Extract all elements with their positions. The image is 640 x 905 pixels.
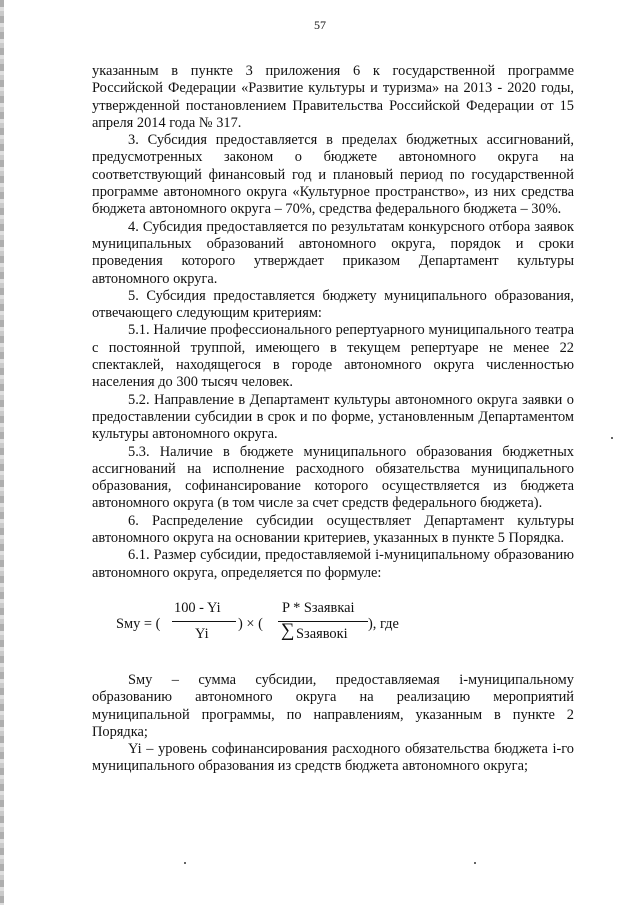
- formula-lhs: Sму = (: [116, 615, 161, 632]
- formula-denominator-1: Yi: [195, 625, 209, 642]
- formula-middle: ) × (: [238, 615, 263, 632]
- paragraph-item-4: 4. Субсидия предоставляется по результатам конкурсного отбора заявок муниципальных образований автономного округа, порядок и сроки проведения которого утверждает приказом Департамент культуры автономного округа.: [92, 218, 574, 287]
- paragraph-item-5: 5. Субсидия предоставляется бюджету муниципального образования, отвечающего следующим критериям:: [92, 287, 574, 322]
- sum-icon: ∑: [281, 619, 295, 641]
- scan-speck: [611, 437, 613, 439]
- fraction-bar-1: [172, 621, 236, 622]
- paragraph-item-5-1: 5.1. Наличие профессионального репертуарного муниципального театра с постоянной труппой, имеющего в текущем репертуаре не менее 22 спектаклей, находящегося в городе автономного округа численностью населения до 300 тысяч человек.: [92, 322, 574, 391]
- formula-tail: ), где: [368, 615, 399, 632]
- formula-numerator-1: 100 - Yi: [174, 599, 221, 616]
- subsidy-formula: [92, 590, 574, 660]
- scan-speck: [474, 862, 476, 864]
- paragraph-item-6: 6. Распределение субсидии осуществляет Департамент культуры автономного округа на основании критериев, указанных в пункте 5 Порядка.: [92, 512, 574, 547]
- paragraph-item-3: 3. Субсидия предоставляется в пределах бюджетных ассигнований, предусмотренных законом о бюджете автономного округа на соответствующий финансовый год и плановый период по государственной программе автономного округа «Культурное пространство», из них средства бюджета автономного округа – 70%, средства федерального бюджета – 30%.: [92, 132, 574, 218]
- paragraph-item-6-1: 6.1. Размер субсидии, предоставляемой i-муниципальному образованию автономного округа, определяется по формуле:: [92, 547, 574, 581]
- formula-numerator-2: P * Sзаявкаi: [282, 599, 355, 616]
- definition-smu: Sму – сумма субсидии, предоставляемая i-муниципальному образованию автономного округа на реализацию мероприятий муниципальной программы, по направлениям, указанным в пункте 2 Порядка;: [92, 671, 574, 740]
- paragraph-item-5-2: 5.2. Направление в Департамент культуры автономного округа заявки о предоставлении субсидии в срок и по форме, установленным Департаментом культуры автономного округа.: [92, 391, 574, 443]
- scan-speck: [184, 862, 186, 864]
- definition-yi: Yi – уровень софинансирования расходного обязательства бюджета i-го муниципального образования из средств бюджета автономного округа;: [92, 741, 574, 775]
- document-body: [92, 63, 574, 776]
- page-number: 57: [314, 18, 326, 32]
- paragraph: указанным в пункте 3 приложения 6 к государственной программе Российской Федерации «Развитие культуры и туризма» на 2013 - 2020 годы, утвержденной постановлением Правительства Российской Федерации от 15 апреля 2014 года № 317.: [92, 63, 574, 131]
- paragraph-item-5-3: 5.3. Наличие в бюджете муниципального образования бюджетных ассигнований на исполнение расходного обязательства муниципального образования, софинансирование которого осуществляется из бюджета автономного округа (в том числе за счет средств федерального бюджета).: [92, 443, 574, 512]
- formula-denominator-2: Sзаявокi: [296, 625, 348, 642]
- scan-binding-edge: [0, 0, 4, 905]
